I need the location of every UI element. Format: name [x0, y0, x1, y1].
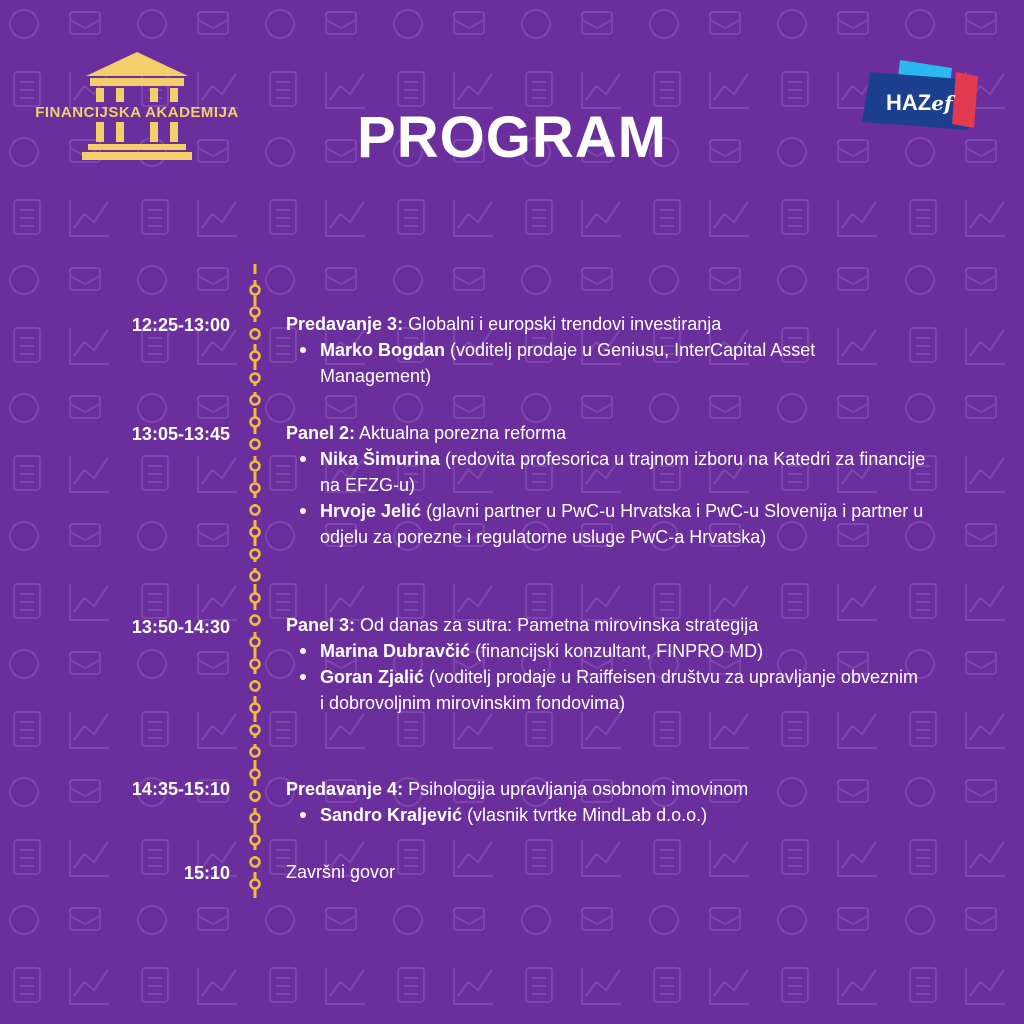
timeline-dot: [251, 594, 260, 603]
session-label: Predavanje 3:: [286, 314, 404, 334]
session-label: Panel 2:: [286, 423, 356, 443]
timeline-dot: [251, 440, 260, 449]
timeline-dot: [251, 792, 260, 801]
session-label: Predavanje 4:: [286, 779, 404, 799]
speaker-item: [320, 638, 926, 664]
haz-label: HAZ: [886, 90, 932, 115]
page-title: PROGRAM: [357, 105, 667, 170]
timeline-dot: [251, 770, 260, 779]
session-label: Panel 3:: [286, 615, 356, 635]
timeline-dot: [251, 704, 260, 713]
timeline-dot: [251, 748, 260, 757]
session-topic: Psihologija upravljanja osobnom imovinom: [403, 779, 749, 799]
schedule-item-3: [286, 612, 926, 716]
timeline-dot: [251, 572, 260, 581]
timeline-dot: [251, 462, 260, 471]
speaker-desc: (vlasnik tvrtke MindLab d.o.o.): [462, 805, 708, 825]
timeline-dot: [251, 374, 260, 383]
session-topic: Aktualna porezna reforma: [355, 423, 567, 443]
time-slot-2: 13:05-13:45: [131, 424, 230, 444]
speaker-item: [320, 664, 926, 716]
timeline-dot: [251, 286, 260, 295]
speaker-desc: (glavni partner u PwC-u Hrvatska i PwC-u Slovenija i partner u odjelu za porezne i regulatorne usluge PwC-a Hrvatska): [320, 501, 924, 547]
schedule-item-4: [286, 776, 926, 828]
ef-label: ef: [931, 91, 953, 115]
speaker-name: Marko Bogdan: [320, 340, 446, 360]
timeline-dot: [251, 330, 260, 339]
timeline-dot: [251, 484, 260, 493]
logo-text: FINANCIJSKA AKADEMIJA: [35, 104, 239, 121]
time-slot-5: 15:10: [183, 863, 230, 883]
timeline-dot: [251, 396, 260, 405]
timeline-dot: [251, 506, 260, 515]
time-slot-3: 13:50-14:30: [131, 617, 230, 637]
time-slot-4: 14:35-15:10: [131, 779, 230, 799]
speaker-desc: (voditelj prodaje u Geniusu, InterCapital Asset Management): [320, 340, 816, 386]
timeline-dot: [251, 814, 260, 823]
timeline-dot: [251, 726, 260, 735]
session-topic: Od danas za sutra: Pametna mirovinska strategija: [355, 615, 759, 635]
timeline-dot: [251, 682, 260, 691]
schedule-item-1: [286, 311, 926, 389]
speaker-item: [320, 498, 926, 550]
timeline-dot: [251, 528, 260, 537]
time-slot-1: 12:25-13:00: [131, 315, 230, 335]
speaker-name: Goran Zjalić: [320, 667, 425, 687]
speaker-name: Sandro Kraljević: [320, 805, 463, 825]
timeline-dot: [251, 616, 260, 625]
speaker-item: [320, 446, 926, 498]
closing-speech: Završni govor: [286, 862, 396, 882]
speaker-item: [320, 337, 926, 389]
speaker-name: Nika Šimurina: [320, 449, 441, 469]
timeline-dot: [251, 660, 260, 669]
timeline-dot: [251, 550, 260, 559]
timeline-dot: [251, 858, 260, 867]
speaker-item: [320, 802, 926, 828]
timeline-dot: [251, 308, 260, 317]
timeline-dot: [251, 352, 260, 361]
schedule-item-5: [286, 859, 926, 885]
speaker-name: Marina Dubravčić: [320, 641, 471, 661]
timeline-dot: [251, 880, 260, 889]
speaker-name: Hrvoje Jelić: [320, 501, 422, 521]
speaker-desc: (redovita profesorica u trajnom izboru na Katedri za financije na EFZG-u): [320, 449, 926, 495]
speaker-desc: (voditelj prodaje u Raiffeisen društvu za upravljanje obveznim i dobrovoljnim mirovinskim fondovima): [320, 667, 918, 713]
schedule-item-2: [286, 420, 926, 550]
timeline-dot: [251, 418, 260, 427]
speaker-desc: (financijski konzultant, FINPRO MD): [470, 641, 764, 661]
timeline-dot: [251, 836, 260, 845]
timeline-dot: [251, 638, 260, 647]
session-topic: Globalni i europski trendovi investiranja: [403, 314, 722, 334]
